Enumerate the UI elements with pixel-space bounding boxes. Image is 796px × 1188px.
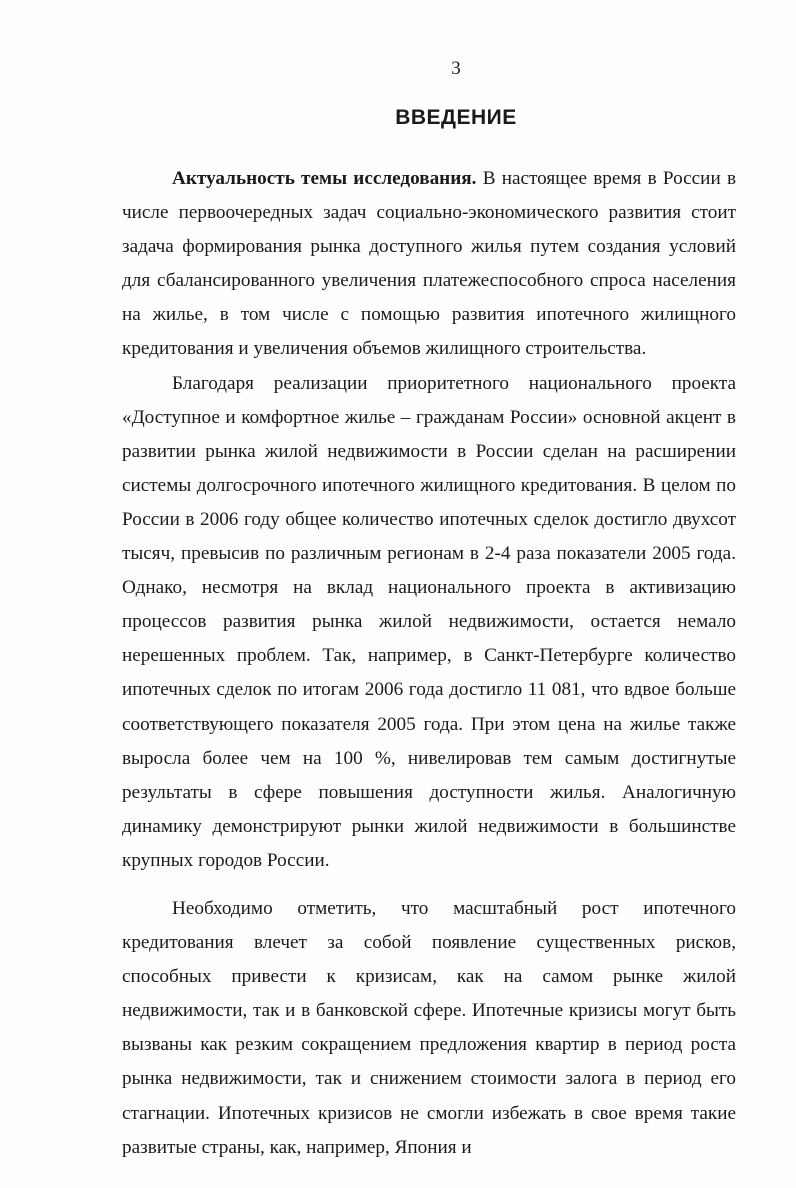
paragraph-national-project: Благодаря реализации приоритетного национального проекта «Доступное и комфортное жилье – гражданам России» основной акцент в развитии рынка жилой недвижимости в России сделан на расширении системы долгосрочного ипотечного жилищного кредитования. В целом по России в 2006 году общее количество ипотечных сделок достигло двухсот тысяч, превысив по различным регионам в 2-4 раза показатели 2005 года. Однако, несмотря на вклад национального проекта в активизацию процессов развития рынка жилой недвижимости, остается немало нерешенных проблем. Так, например, в Санкт-Петербурге количество ипотечных сделок по итогам 2006 года достигло 11 081, что вдвое больше соответствующего показателя 2005 года. При этом цена на жилье также выросла более чем на 100 %, нивелировав тем самым достигнутые результаты в сфере повышения доступности жилья. Аналогичную динамику демонстрируют рынки жилой недвижимости в большинстве крупных городов России.	[122, 372, 736, 871]
paragraph-relevance	[122, 162, 736, 367]
paragraph-mortgage-risks: Необходимо отметить, что масштабный рост ипотечного кредитования влечет за собой появление существенных рисков, способных привести к кризисам, как на самом рынке жилой недвижимости, так и в банковской сфере. Ипотечные кризисы могут быть вызваны как резким сокращением предложения квартир в период роста рынка недвижимости, так и снижением стоимости залога в период его стагнации. Ипотечных кризисов не смогли избежать в свое время такие развитые страны, как, например, Япония и	[122, 897, 736, 1158]
paragraph-text: В настоящее время в России в числе первоочередных задач социально-экономического развития стоит задача формирования рынка доступного жилья путем создания условий для сбалансированного увеличения платежеспособного спроса населения на жилье, в том числе с помощью развития ипотечного жилищного кредитования и увеличения объемов жилищного строительства.	[122, 168, 736, 360]
body-text	[122, 162, 736, 1165]
section-heading: ВВЕДЕНИЕ	[395, 106, 517, 129]
paragraph-lead: Актуальность темы исследования.	[172, 168, 477, 189]
page-number: 3	[451, 58, 461, 79]
